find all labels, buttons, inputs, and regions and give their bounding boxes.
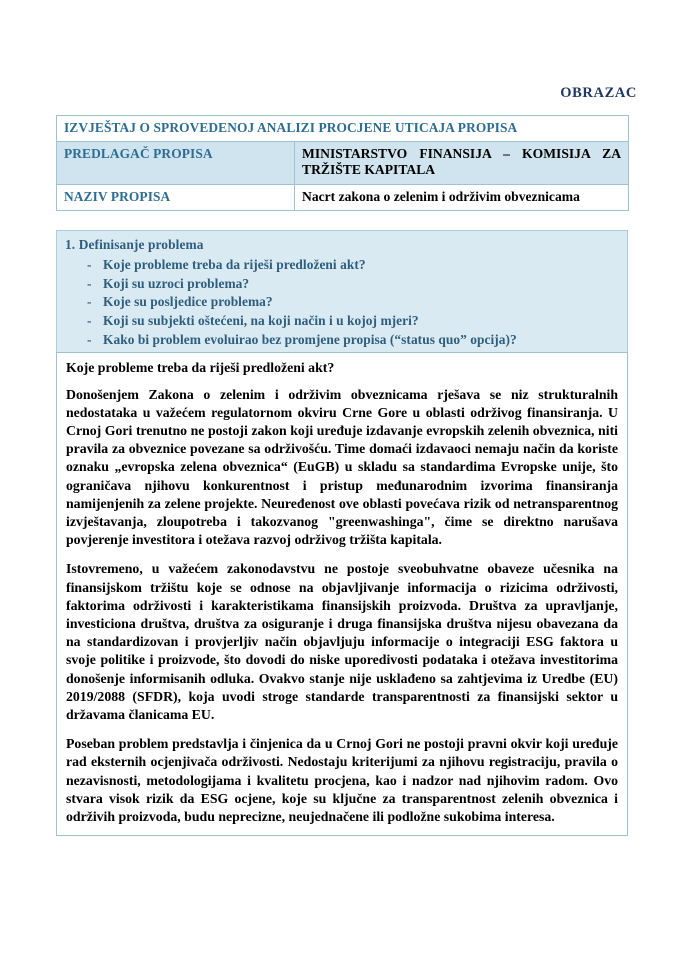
dash-marker: - (87, 331, 92, 347)
list-item (65, 256, 619, 275)
table-row (57, 142, 629, 185)
answer-paragraph: Poseban problem predstavlja i činjenica da u Crnoj Gori ne postoji pravni okvir koji uređuje rad eksternih ocjenjivača održivosti. Nedostaju kriterijumi za njihovu registraciju, pravila o nezavisnosti, metodologijama i kvalitetu procjena, kao i nadzor nad njihovim radom. Ovo stvara visok rizik da ESG ocjene, koje su ključne za transparentnost zelenih obveznica i održivih proizvoda, budu neprecizne, neujednačene ili podložne sukobima interesa. (66, 736, 618, 825)
list-item-label: Koje su posljedice problema? (103, 294, 273, 310)
list-item (65, 331, 619, 350)
table-row (57, 184, 629, 210)
dash-marker: - (87, 275, 92, 291)
answer-paragraph: Donošenjem Zakona o zelenim i održivim obveznicama rješava se niz strukturalnih nedostataka u važećem regulatornom okviru Crne Gore u oblasti održivog finansiranja. U Crnoj Gori trenutno ne postoji zakon koji uređuje izdavanje evropskih zelenih obveznica, niti pravila za obveznice povezane sa održivošću. Time domaći izdavaoci nemaju način da koriste oznaku „evropska zelena obveznica“ (EuGB) u skladu sa standardima Evropske unije, što ograničava njihovu konkurentnost i pristup međunarodnim izvorima finansiranja namijenjenih za zelene projekte. Neuređenost ove oblasti povećava rizik od netransparentnog izvještavanja, zloupotreba i takozvanog "greenwashinga", čime se direktno narušava povjerenje investitora i otežava razvoj održivog tržišta kapitala. (66, 386, 618, 548)
proposer-label: PREDLAGAČ PROPISA (57, 142, 295, 185)
form-label: OBRAZAC (560, 85, 637, 101)
problem-definition-panel (56, 230, 628, 357)
dash-marker: - (87, 294, 92, 310)
dash-marker: - (87, 257, 92, 272)
regulation-name-label: NAZIV PROPISA (57, 184, 295, 210)
proposal-info-table (56, 115, 629, 211)
list-item (65, 293, 619, 312)
regulation-name-value: Nacrt zakona o zelenim i održivim obveznicama (295, 184, 629, 210)
section-question-list (65, 256, 619, 349)
answer-paragraph: Istovremeno, u važećem zakonodavstvu ne postoje sveobuhvatne obaveze učesnika na finansijskom tržištu koje se odnose na objavljivanje informacija o rizicima održivosti, faktorima održivosti i karakteristikama finansijskih proizvoda. Društva za upravljanje, investiciona društva, društva za osiguranje i druga finansijska društva nijesu obavezana da na standardizovan i provjerljiv način objavljuju informacije o integraciji ESG faktora u svoje politike i proizvode, što dovodi do niske uporedivosti podataka i otežava investitorima donošenje informisanih odluka. Ovakvo stanje nije usklađeno sa zahtjevima iz Uredbe (EU) 2019/2088 (SFDR), koja uvodi stroge standarde transparentnosti za finansijski sektor u državama članicama EU. (66, 561, 618, 722)
answer-question-heading: Koje probleme treba da riješi predloženi akt? (66, 360, 335, 375)
report-title-cell: IZVJEŠTAJ O SPROVEDENOJ ANALIZI PROCJENE UTICAJA PROPISA (57, 116, 629, 142)
answer-content-box (56, 352, 628, 836)
list-item-label: Kako bi problem evoluirao bez promjene propisa (“status quo” opcija)? (103, 331, 517, 347)
table-row (57, 116, 629, 142)
dash-marker: - (87, 312, 92, 328)
proposer-value: MINISTARSTVO FINANSIJA – KOMISIJA ZA TRŽIŠTE KAPITALA (295, 142, 629, 185)
list-item (65, 312, 619, 331)
list-item-label: Koji su uzroci problema? (103, 275, 250, 291)
section-heading: 1. Definisanje problema (65, 237, 204, 252)
list-item (65, 275, 619, 294)
list-item-label: Koji su subjekti oštećeni, na koji način i u kojoj mjeri? (103, 312, 419, 328)
list-item-label: Koje probleme treba da riješi predloženi akt? (103, 257, 366, 272)
form-label-row (0, 84, 637, 102)
